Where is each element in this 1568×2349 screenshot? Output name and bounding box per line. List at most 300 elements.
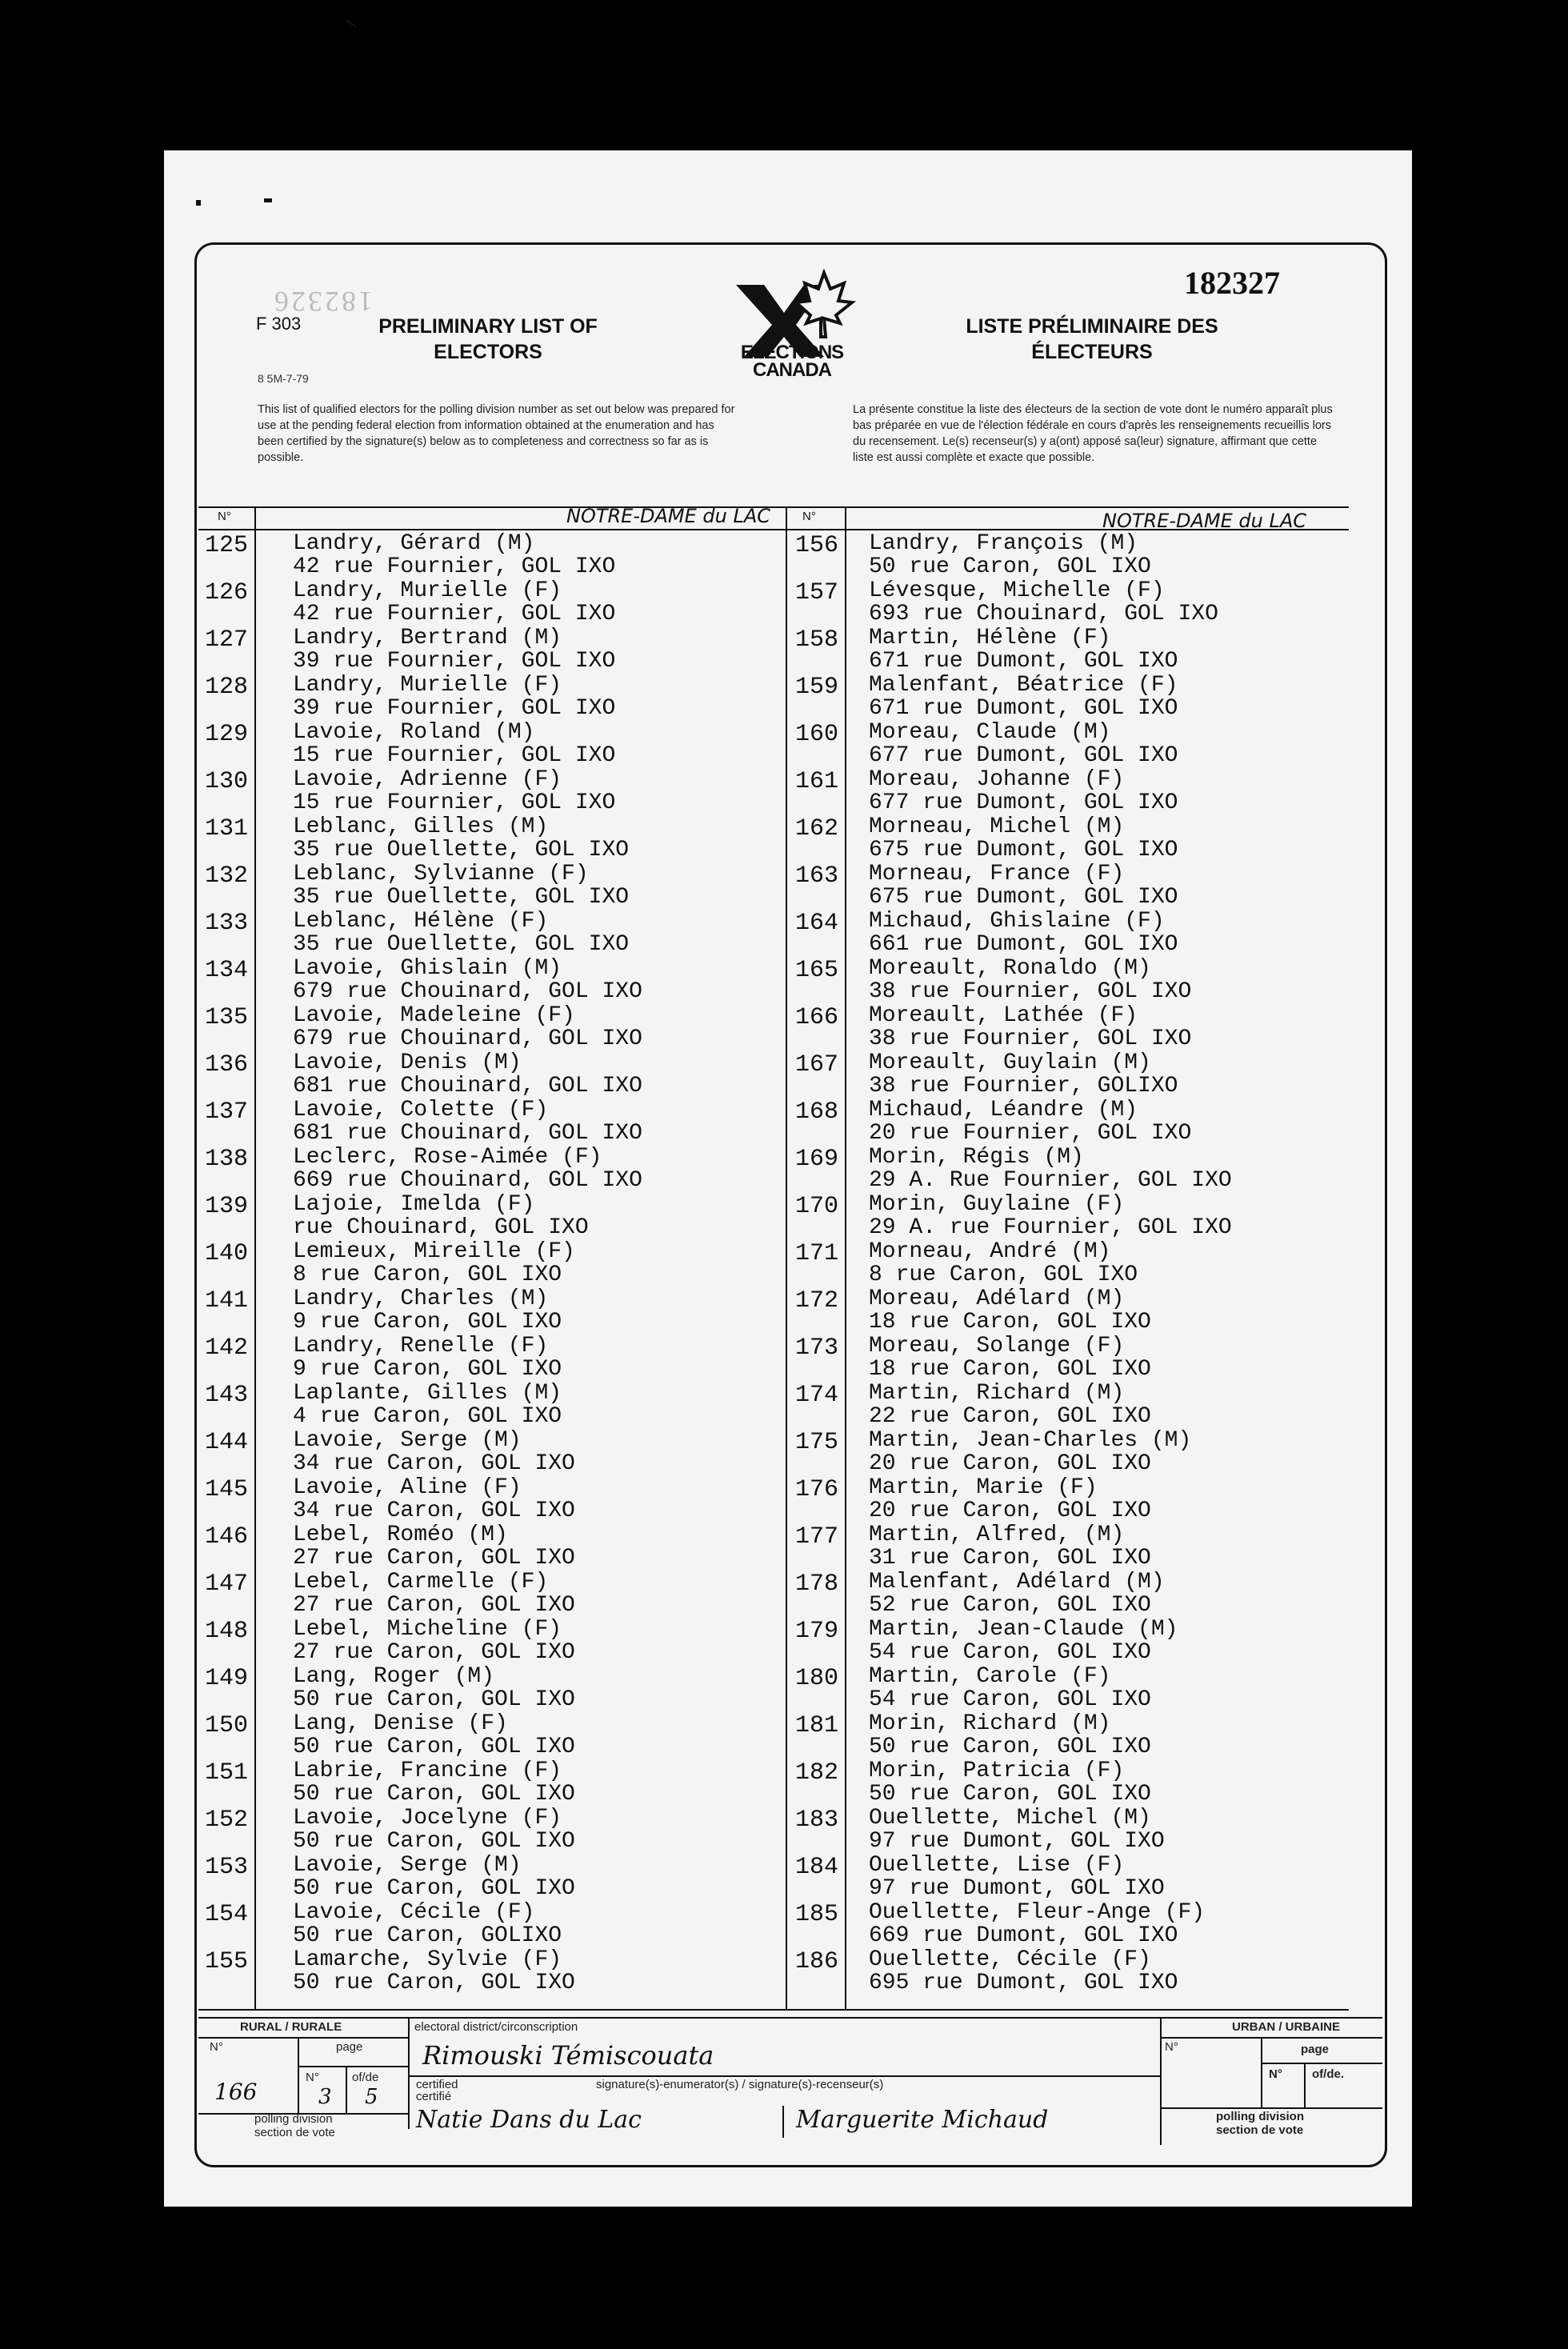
elector-row: [198, 814, 786, 861]
elector-row: [198, 1522, 786, 1569]
elector-address: 15 rue Fournier, GOL IXO: [293, 790, 616, 815]
elector-row: [198, 1380, 786, 1427]
elector-name: Ouellette, Cécile (F): [869, 1947, 1151, 1972]
elector-address: 52 rue Caron, GOL IXO: [869, 1593, 1151, 1618]
elector-row: [789, 1239, 1349, 1286]
elector-row: [198, 1427, 786, 1475]
elector-row: [789, 1663, 1349, 1711]
elector-row: [198, 625, 786, 672]
elector-name: Lavoie, Serge (M): [293, 1428, 522, 1453]
urban-no-inner-label: N°: [1269, 2067, 1282, 2081]
elector-name: Landry, Charles (M): [293, 1287, 549, 1311]
elector-number: 139: [205, 1193, 249, 1220]
elector-address: rue Chouinard, GOL IXO: [293, 1215, 589, 1240]
elector-entry: [869, 1429, 1191, 1475]
elector-entry: [293, 1098, 642, 1145]
elector-number: 154: [205, 1901, 249, 1928]
maple-leaf-icon: [796, 273, 852, 337]
elector-name: Laplante, Gilles (M): [293, 1381, 562, 1406]
elector-entry: [293, 1854, 575, 1900]
elector-address: 42 rue Fournier, GOL IXO: [293, 602, 616, 626]
elector-row: [789, 1286, 1349, 1333]
elector-address: 20 rue Fournier, GOL IXO: [869, 1121, 1192, 1146]
elector-address: 681 rue Chouinard, GOL IXO: [293, 1074, 642, 1098]
elector-number: 174: [795, 1382, 839, 1409]
elector-entry: [869, 1759, 1151, 1806]
elector-entry: [869, 1382, 1151, 1428]
elector-name: Leblanc, Sylvianne (F): [293, 862, 589, 886]
elector-number: 127: [205, 626, 249, 654]
elector-number: 150: [205, 1712, 249, 1739]
elector-name: Leblanc, Gilles (M): [293, 814, 549, 839]
elector-row: [198, 1616, 786, 1663]
elector-entry: [869, 1004, 1191, 1050]
rural-right-rule: [408, 2017, 410, 2129]
elector-number: 129: [205, 721, 249, 748]
elector-address: 42 rue Fournier, GOL IXO: [293, 554, 616, 579]
elector-row: [198, 908, 786, 955]
elector-number: 156: [795, 532, 839, 559]
elector-row: [198, 1852, 786, 1899]
elector-row: [198, 766, 786, 814]
elector-number: 140: [205, 1240, 249, 1267]
elector-entry: [293, 1240, 575, 1287]
enumerator-signature-2: Marguerite Michaud: [796, 2106, 1049, 2134]
elector-number: 169: [795, 1146, 839, 1173]
elector-name: Leclerc, Rose-Aimée (F): [293, 1145, 602, 1170]
elector-row: [789, 861, 1349, 908]
elector-number: 176: [795, 1476, 839, 1503]
elector-row: [198, 1758, 786, 1805]
elector-row: [789, 1711, 1349, 1758]
elector-row: [789, 766, 1349, 814]
elector-number: 165: [795, 957, 839, 984]
elector-entry: [869, 1098, 1191, 1145]
elector-entry: [293, 1004, 642, 1050]
elector-row: [789, 1050, 1349, 1097]
logo-line2: CANADA: [753, 359, 831, 381]
elector-name: Michaud, Ghislaine (F): [869, 909, 1165, 934]
page-sub-divider: [346, 2066, 347, 2113]
elector-address: 661 rue Dumont, GOL IXO: [869, 932, 1178, 957]
elector-number: 146: [205, 1523, 249, 1551]
elector-address: 675 rue Dumont, GOL IXO: [869, 885, 1178, 910]
elector-number: 128: [205, 674, 249, 701]
elector-number: 142: [205, 1335, 249, 1362]
elector-entry: [293, 626, 615, 673]
elector-address: 27 rue Caron, GOL IXO: [293, 1593, 575, 1618]
elector-name: Lebel, Roméo (M): [293, 1523, 508, 1547]
elector-number: 143: [205, 1382, 249, 1409]
electoral-district-value: Rimouski Témiscouata: [422, 2040, 714, 2071]
no-label-inner: N°: [306, 2071, 319, 2084]
elector-entry: [869, 721, 1178, 767]
elector-entry: [869, 1146, 1232, 1192]
elector-number: 182: [795, 1759, 839, 1787]
elector-row: [198, 1663, 786, 1711]
signature-divider: [782, 2106, 784, 2138]
elector-name: Morin, Régis (M): [869, 1145, 1084, 1170]
elector-name: Morin, Richard (M): [869, 1711, 1111, 1736]
elector-address: 39 rue Fournier, GOL IXO: [293, 696, 616, 721]
elector-number: 168: [795, 1098, 839, 1126]
elector-address: 671 rue Dumont, GOL IXO: [869, 649, 1178, 674]
elector-number: 130: [205, 768, 249, 795]
elector-entry: [293, 1146, 642, 1192]
polling-division-en: polling division: [254, 2112, 333, 2126]
elector-address: 8 rue Caron, GOL IXO: [869, 1263, 1138, 1287]
elector-entry: [869, 1523, 1151, 1570]
district-underline: [408, 2075, 1160, 2077]
elector-number: 185: [795, 1901, 839, 1928]
title-french: [932, 314, 1252, 365]
elector-entry: [869, 1901, 1205, 1947]
elector-entry: [869, 579, 1218, 626]
elector-name: Morneau, Michel (M): [869, 814, 1125, 839]
enumerator-signature-1: Natie Dans du Lac: [416, 2106, 642, 2134]
elector-row: [789, 1758, 1349, 1805]
elector-name: Lavoie, Roland (M): [293, 720, 535, 745]
elector-row: [198, 1002, 786, 1050]
elector-number: 177: [795, 1523, 839, 1551]
elector-number: 178: [795, 1571, 839, 1598]
elector-row: [789, 814, 1349, 861]
form-revision: 8 5M-7-79: [258, 372, 309, 385]
elector-address: 15 rue Fournier, GOL IXO: [293, 743, 616, 768]
elector-name: Lavoie, Jocelyne (F): [293, 1806, 562, 1831]
elector-name: Lavoie, Adrienne (F): [293, 767, 562, 792]
elector-address: 50 rue Caron, GOL IXO: [869, 1735, 1151, 1759]
title-en-line1: PRELIMINARY LIST OF: [378, 315, 598, 338]
elector-address: 50 rue Caron, GOL IXO: [869, 554, 1151, 579]
elector-address: 681 rue Chouinard, GOL IXO: [293, 1121, 642, 1146]
elector-number: 152: [205, 1807, 249, 1834]
elector-name: Landry, Murielle (F): [293, 578, 562, 603]
elector-name: Morin, Patricia (F): [869, 1759, 1125, 1783]
elector-entry: [869, 1051, 1178, 1098]
elector-number: 148: [205, 1618, 249, 1645]
elector-row: [789, 1191, 1349, 1239]
title-en-line2: ELECTORS: [434, 341, 542, 363]
elector-entry: [869, 532, 1151, 578]
elector-row: [198, 1947, 786, 1994]
elector-row: [198, 1144, 786, 1191]
elector-address: 50 rue Caron, GOL IXO: [293, 1782, 575, 1807]
elector-number: 160: [795, 721, 839, 748]
elector-row: [198, 1333, 786, 1380]
logo-wordmark: [720, 344, 864, 379]
elector-address: 8 rue Caron, GOL IXO: [293, 1263, 562, 1287]
intro-english: This list of qualified electors for the polling division number as set out below was prepared for use at the pending federal election from information obtained at the enumeration and has been certified by the signature(s) below as to completeness and correctness so far as is possible.: [258, 403, 735, 464]
elector-address: 54 rue Caron, GOL IXO: [869, 1640, 1151, 1665]
elector-entry: [293, 1429, 575, 1475]
handwritten-heading-right: NOTRE-DAME du LAC: [1102, 510, 1307, 532]
elector-name: Malenfant, Béatrice (F): [869, 673, 1178, 698]
urban-no-label: N°: [1165, 2040, 1178, 2054]
elector-row: [198, 1899, 786, 1947]
urban-page-sub-rule: [1261, 2063, 1382, 2064]
elector-entry: [293, 768, 615, 814]
elector-name: Ouellette, Lise (F): [869, 1853, 1125, 1878]
elector-name: Moreault, Ronaldo (M): [869, 956, 1151, 981]
elector-number: 138: [205, 1146, 249, 1173]
elector-entry: [293, 1665, 575, 1711]
elector-number: 149: [205, 1665, 249, 1692]
elector-entry: [293, 721, 615, 767]
elector-row: [789, 1427, 1349, 1475]
elector-address: 693 rue Chouinard, GOL IXO: [869, 602, 1218, 626]
elector-number: 153: [205, 1854, 249, 1881]
elector-address: 671 rue Dumont, GOL IXO: [869, 696, 1178, 721]
elector-number: 170: [795, 1193, 839, 1220]
elector-number: 163: [795, 862, 839, 890]
elector-number: 183: [795, 1807, 839, 1834]
elector-name: Lavoie, Cécile (F): [293, 1900, 535, 1925]
elector-number: 157: [795, 579, 839, 606]
elector-number: 186: [795, 1948, 839, 1975]
elector-entry: [293, 815, 629, 862]
elector-number: 179: [795, 1618, 839, 1645]
elector-name: Michaud, Léandre (M): [869, 1098, 1138, 1122]
elector-name: Leblanc, Hélène (F): [293, 909, 549, 934]
elector-name: Moreault, Guylain (M): [869, 1050, 1151, 1075]
elector-name: Morin, Guylaine (F): [869, 1192, 1125, 1217]
handwritten-heading-left: NOTRE-DAME du LAC: [566, 505, 771, 527]
urban-page-label: page: [1301, 2043, 1330, 2056]
elector-entry: [293, 1193, 589, 1239]
elector-name: Lavoie, Ghislain (M): [293, 956, 562, 981]
elector-number: 175: [795, 1429, 839, 1456]
urban-polling-division-en: polling division: [1216, 2110, 1304, 2123]
elector-address: 27 rue Caron, GOL IXO: [293, 1640, 575, 1665]
elector-row: [198, 1475, 786, 1522]
logo-line1: ELECTIONS: [740, 342, 844, 363]
elector-entry: [293, 1335, 562, 1381]
elector-entry: [869, 1193, 1232, 1239]
elector-row: [789, 1002, 1349, 1050]
ghost-serial-number: 182326: [272, 286, 373, 318]
urban-of-label: of/de.: [1312, 2067, 1344, 2081]
elector-name: Martin, Alfred, (M): [869, 1523, 1125, 1547]
elector-row: [198, 1097, 786, 1144]
elector-entry: [869, 957, 1191, 1003]
elector-name: Landry, Gérard (M): [293, 531, 535, 556]
elector-number: 172: [795, 1287, 839, 1315]
elector-number: 161: [795, 768, 839, 795]
elector-name: Moreau, Claude (M): [869, 720, 1111, 745]
elector-address: 677 rue Dumont, GOL IXO: [869, 743, 1178, 768]
elector-address: 29 A. Rue Fournier, GOL IXO: [869, 1168, 1232, 1193]
elector-entry: [293, 1759, 575, 1806]
elector-row: [789, 530, 1349, 578]
elector-row: [198, 672, 786, 719]
elector-entry: [293, 579, 615, 626]
elector-entry: [869, 768, 1178, 814]
electoral-district-label: electoral district/circonscription: [414, 2020, 578, 2034]
elector-entry: [293, 1618, 575, 1664]
elector-address: 679 rue Chouinard, GOL IXO: [293, 1026, 642, 1051]
elector-name: Landry, François (M): [869, 531, 1138, 556]
elector-row: [789, 1899, 1349, 1947]
elector-address: 669 rue Dumont, GOL IXO: [869, 1923, 1178, 1948]
elector-number: 155: [205, 1948, 249, 1975]
elector-row: [198, 1050, 786, 1097]
elector-number: 167: [795, 1051, 839, 1078]
elector-entry: [869, 1476, 1151, 1523]
elector-name: Moreault, Lathée (F): [869, 1003, 1138, 1028]
elector-address: 50 rue Caron, GOL IXO: [293, 1735, 575, 1759]
page-number-value: 3: [318, 2085, 332, 2109]
elector-address: 35 rue Ouellette, GOL IXO: [293, 932, 630, 957]
elector-entry: [869, 910, 1178, 956]
elector-address: 50 rue Caron, GOL IXO: [293, 1687, 575, 1712]
elector-address: 31 rue Caron, GOL IXO: [869, 1546, 1151, 1571]
urban-polling-rule: [1160, 2107, 1382, 2109]
elector-address: 18 rue Caron, GOL IXO: [869, 1310, 1151, 1335]
elector-address: 54 rue Caron, GOL IXO: [869, 1687, 1151, 1712]
elector-number: 147: [205, 1571, 249, 1598]
elector-name: Martin, Hélène (F): [869, 626, 1111, 650]
elector-name: Lebel, Micheline (F): [293, 1617, 562, 1642]
elector-address: 29 A. rue Fournier, GOL IXO: [869, 1215, 1232, 1240]
urban-page-sub-divider: [1304, 2063, 1306, 2107]
elector-number: 136: [205, 1051, 249, 1078]
polling-division-fr: section de vote: [254, 2126, 335, 2139]
elector-number: 164: [795, 910, 839, 937]
elector-row: [198, 530, 786, 578]
elector-name: Martin, Jean-Charles (M): [869, 1428, 1192, 1453]
elector-name: Lamarche, Sylvie (F): [293, 1947, 562, 1972]
elector-row: [198, 955, 786, 1002]
elector-address: 34 rue Caron, GOL IXO: [293, 1499, 575, 1523]
elector-number: 166: [795, 1004, 839, 1031]
elector-address: 669 rue Chouinard, GOL IXO: [293, 1168, 642, 1193]
elector-name: Martin, Marie (F): [869, 1475, 1098, 1500]
urban-no-page-divider: [1261, 2037, 1262, 2107]
elector-entry: [869, 1665, 1151, 1711]
elector-entry: [293, 1571, 575, 1617]
elector-name: Lévesque, Michelle (F): [869, 578, 1165, 603]
title-english: [352, 314, 624, 365]
elector-address: 18 rue Caron, GOL IXO: [869, 1357, 1151, 1382]
elector-name: Malenfant, Adélard (M): [869, 1570, 1165, 1595]
of-label: of/de: [352, 2071, 379, 2084]
rural-label: RURAL / RURALE: [240, 2020, 342, 2034]
elector-number: 159: [795, 674, 839, 701]
page-sub-rule: [298, 2066, 408, 2067]
elector-address: 20 rue Caron, GOL IXO: [869, 1499, 1151, 1523]
elector-name: Morneau, André (M): [869, 1239, 1111, 1264]
elector-row: [789, 908, 1349, 955]
elector-address: 50 rue Caron, GOL IXO: [293, 1829, 575, 1854]
elector-name: Landry, Murielle (F): [293, 673, 562, 698]
table-top-rule: [198, 506, 1349, 508]
elector-address: 9 rue Caron, GOL IXO: [293, 1357, 562, 1382]
elector-row: [789, 1333, 1349, 1380]
elector-entry: [869, 1335, 1151, 1381]
elector-entry: [869, 626, 1178, 673]
page-of-value: 5: [365, 2085, 378, 2109]
elector-row: [789, 1616, 1349, 1663]
title-fr-line1: LISTE PRÉLIMINAIRE DES: [966, 315, 1218, 338]
elector-address: 97 rue Dumont, GOL IXO: [869, 1829, 1165, 1854]
elector-name: Martin, Richard (M): [869, 1381, 1125, 1406]
elector-entry: [293, 674, 615, 720]
elector-row: [789, 1475, 1349, 1522]
elector-name: Lang, Roger (M): [293, 1664, 495, 1689]
elector-row: [789, 578, 1349, 625]
no-label: N°: [210, 2040, 223, 2054]
elector-entry: [293, 910, 629, 956]
elector-row: [789, 1522, 1349, 1569]
elector-name: Landry, Bertrand (M): [293, 626, 562, 650]
elector-entry: [869, 674, 1178, 720]
elector-name: Lebel, Carmelle (F): [293, 1570, 549, 1595]
elector-number: 133: [205, 910, 249, 937]
elector-address: 50 rue Caron, GOL IXO: [293, 1876, 575, 1901]
elector-number: 181: [795, 1712, 839, 1739]
elector-address: 50 rue Caron, GOLIXO: [293, 1923, 562, 1948]
elector-entry: [869, 1240, 1138, 1287]
elector-number: 132: [205, 862, 249, 890]
elector-row: [789, 955, 1349, 1002]
elector-number: 141: [205, 1287, 249, 1315]
elector-entry: [869, 1712, 1151, 1759]
elector-number: 126: [205, 579, 249, 606]
elector-row: [198, 1191, 786, 1239]
elector-entry: [869, 1618, 1178, 1664]
elector-address: 35 rue Ouellette, GOL IXO: [293, 838, 630, 862]
elector-name: Lavoie, Serge (M): [293, 1853, 522, 1878]
elector-row: [789, 672, 1349, 719]
elector-name: Lavoie, Madeleine (F): [293, 1003, 575, 1028]
elector-number: 125: [205, 532, 249, 559]
polling-number-value: 166: [214, 2079, 258, 2105]
elector-address: 695 rue Dumont, GOL IXO: [869, 1971, 1178, 1995]
elector-name: Lang, Denise (F): [293, 1711, 508, 1736]
elector-row: [789, 1569, 1349, 1616]
elector-number: 184: [795, 1854, 839, 1881]
elector-address: 97 rue Dumont, GOL IXO: [869, 1876, 1165, 1901]
elector-entry: [293, 1948, 575, 1995]
elector-number: 173: [795, 1335, 839, 1362]
elector-address: 35 rue Ouellette, GOL IXO: [293, 885, 630, 910]
elector-address: 50 rue Caron, GOL IXO: [869, 1782, 1151, 1807]
elector-row: [198, 861, 786, 908]
elector-address: 27 rue Caron, GOL IXO: [293, 1546, 575, 1571]
elector-entry: [293, 1051, 642, 1098]
elector-name: Ouellette, Fleur-Ange (F): [869, 1900, 1206, 1925]
urban-left-rule: [1160, 2017, 1162, 2145]
elector-name: Lemieux, Mireille (F): [293, 1239, 575, 1264]
right-no-header: N°: [802, 510, 816, 523]
elector-entry: [293, 1287, 562, 1334]
elector-name: Martin, Jean-Claude (M): [869, 1617, 1178, 1642]
elector-number: 134: [205, 957, 249, 984]
elector-row: [198, 719, 786, 766]
intro-french: La présente constitue la liste des électeurs de la section de vote dont le numéro apparaît plus bas préparée en vue de l'élection fédérale en cours d'après les renseignements recueillis lors du recensement. Le(s) recenseur(s) y a(ont) apposé sa(leur) signature, affirmant que cette liste est aussi complète et exacte que possible.: [853, 403, 1333, 464]
serial-number: 182327: [1184, 265, 1280, 301]
elector-entry: [293, 1901, 562, 1947]
elector-address: 675 rue Dumont, GOL IXO: [869, 838, 1178, 862]
form-code: F 303: [256, 314, 302, 334]
elector-entry: [293, 862, 629, 909]
elector-name: Lajoie, Imelda (F): [293, 1192, 535, 1217]
no-page-divider: [298, 2037, 299, 2113]
elector-entry: [869, 1287, 1151, 1334]
elector-entry: [293, 1382, 562, 1428]
elector-address: 20 rue Caron, GOL IXO: [869, 1451, 1151, 1476]
